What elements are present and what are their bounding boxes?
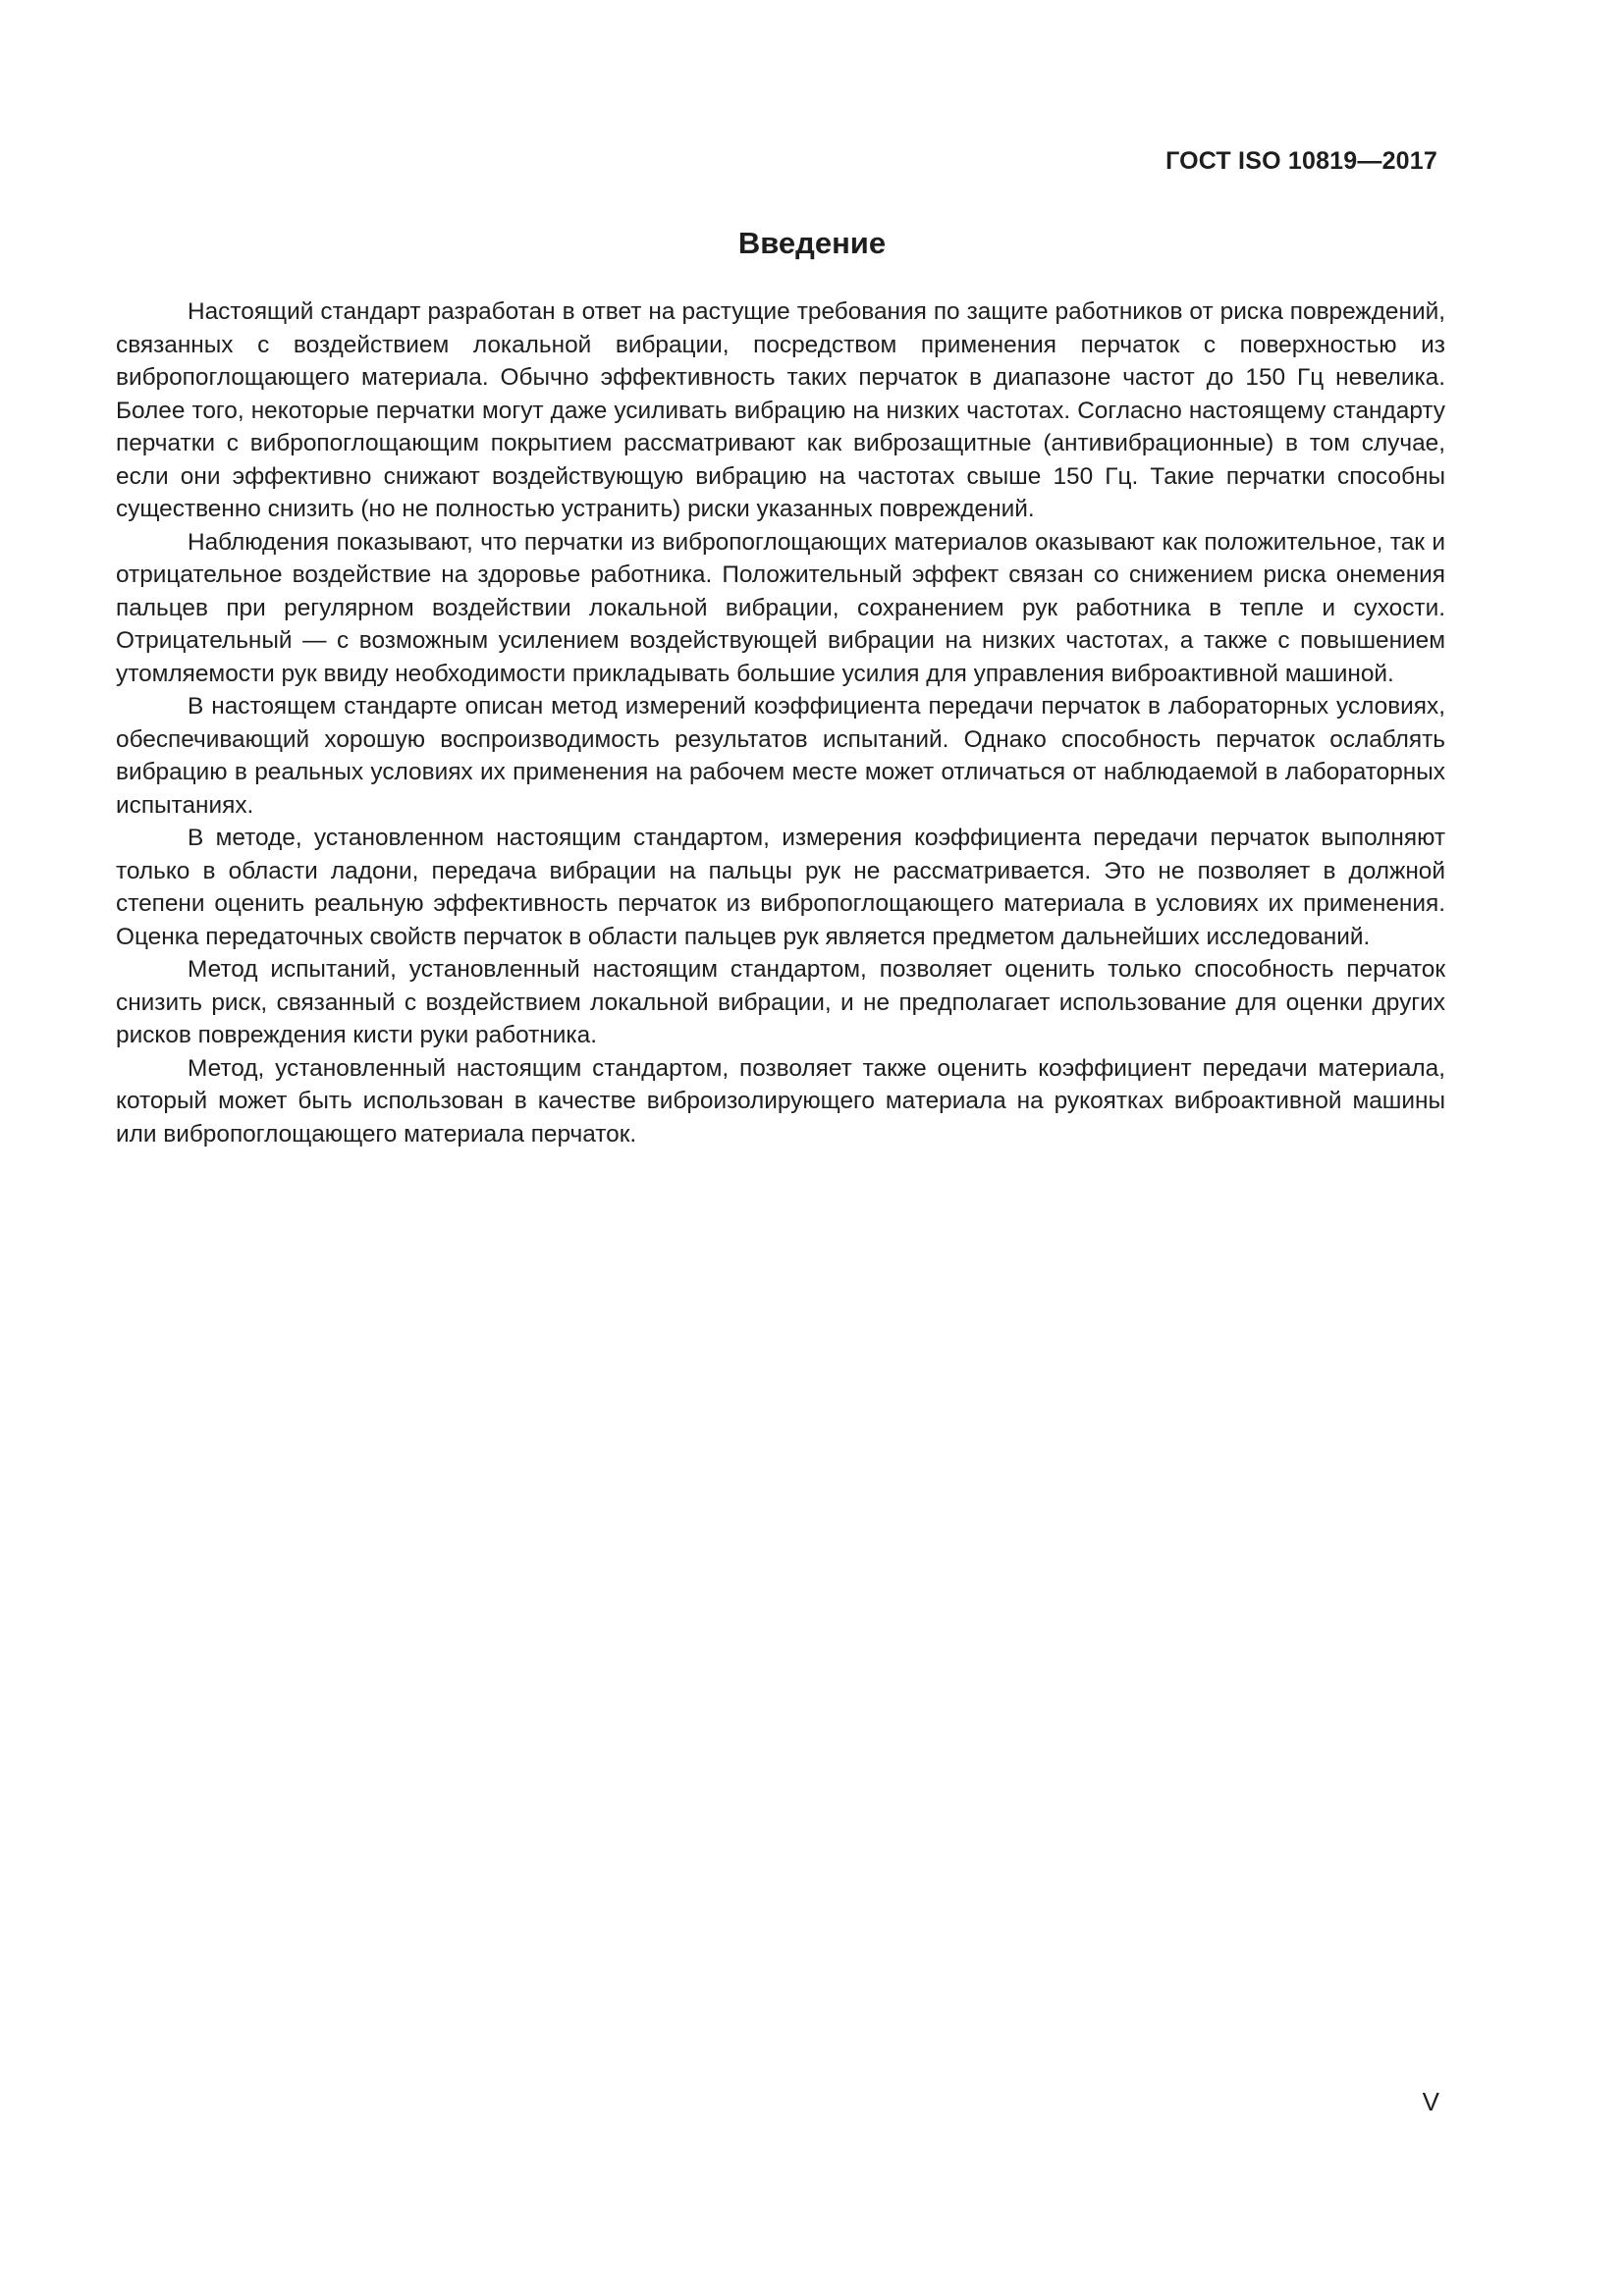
page-title: Введение [737, 226, 887, 260]
paragraph: Метод испытаний, установленный настоящим стандартом, позволяет оценить только способность перчаток снизить риск, связанный с воздействием локальной вибрации, и не предполагает использование для оценки других рисков повреждения кисти руки работника. [116, 956, 1445, 1048]
paragraph: В методе, установленном настоящим стандартом, измерения коэффициента передачи перчаток выполняют только в области ладони, передача вибрации на пальцы рук не рассматривается. Это не позволяет в должной степени оценить реальную эффективность перчаток из вибропоглощающего материала в условиях их применения. Оценка передаточных свойств перчаток в области пальцев рук является предметом дальнейших исследований. [116, 825, 1445, 950]
paragraph: Наблюдения показывают, что перчатки из вибропоглощающих материалов оказывают как положительное, так и отрицательное воздействие на здоровье работника. Положительный эффект связан со снижением риска онемения пальцев при регулярном воздействии локальной вибрации, сохранением рук работника в тепле и сухости. Отрицательный — с возможным усилением воздействующей вибрации на низких частотах, а также с повышением утомляемости рук ввиду необходимости прикладывать большие усилия для управления виброактивной машиной. [116, 528, 1445, 687]
paragraph: Настоящий стандарт разработан в ответ на растущие требования по защите работников от риска повреждений, связанных с воздействием локальной вибрации, посредством применения перчаток с поверхностью из вибропоглощающего материала. Обычно эффективность таких перчаток в диапазоне частот до 150 Гц невелика. Более того, некоторые перчатки могут даже усиливать вибрацию на низких частотах. Согласно настоящему стандарту перчатки с вибропоглощающим покрытием рассматривают как виброзащитные (антивибрационные) в том случае, если они эффективно снижают воздействующую вибрацию на частотах свыше 150 Гц. Такие перчатки способны существенно снизить (но не полностью устранить) риски указанных повреждений. [116, 298, 1445, 522]
page-number: V [1422, 2087, 1439, 2116]
paragraph: Метод, установленный настоящим стандартом, позволяет также оценить коэффициент передачи материала, который может быть использован в качестве виброизолирующего материала на рукоятках виброактивной машины или вибропоглощающего материала перчаток. [116, 1054, 1445, 1148]
paragraph: В настоящем стандарте описан метод измерений коэффициента передачи перчаток в лабораторных условиях, обеспечивающий хорошую воспроизводимость результатов испытаний. Однако способность перчаток ослаблять вибрацию в реальных условиях их применения на рабочем месте может отличаться от наблюдаемой в лабораторных испытаниях. [116, 693, 1445, 819]
document-id-header: ГОСТ ISO 10819—2017 [1165, 147, 1437, 175]
introduction-body [116, 295, 1445, 1150]
